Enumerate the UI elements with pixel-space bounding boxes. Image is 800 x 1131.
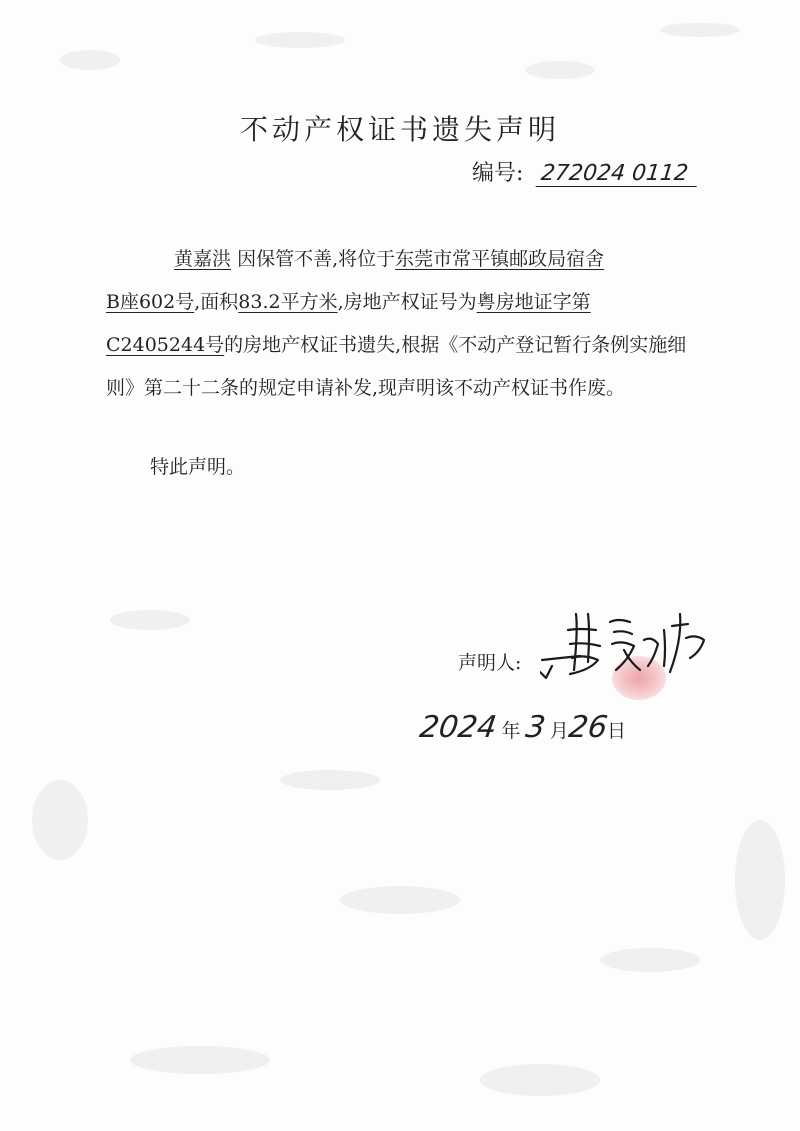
body-text-1: 因保管不善,将位于 [237, 248, 396, 270]
date-year-label: 年 [501, 720, 521, 742]
declaration-date [417, 710, 626, 745]
document-number-label: 编号: [472, 161, 524, 186]
certificate-number-b: C2405244号 [106, 334, 225, 356]
body-text-3: ,房地产权证号为 [337, 291, 477, 313]
date-month: 3 [523, 710, 548, 745]
declaration-paragraph [106, 238, 706, 410]
certificate-number-a: 粤房地证字第 [476, 291, 591, 313]
body-text-2: ,面积 [194, 291, 239, 313]
body-text-4: 的房地产权证书遗失,根据《不动产登记暂行条例实施细则》第二十二条的规定申请补发,现声明该不动产权证书作废。 [106, 334, 687, 399]
property-area: 83.2平方米 [238, 291, 338, 313]
closing-statement: 特此声明。 [150, 456, 246, 478]
declarant-name: 黄嘉洪 [174, 248, 232, 270]
property-address: 东莞市常平镇邮政局宿舍 [395, 248, 605, 270]
declarant-label: 声明人: [458, 652, 522, 674]
handwritten-signature [540, 600, 720, 690]
date-day: 26 [566, 710, 610, 745]
date-day-label: 日 [606, 720, 626, 742]
document-number [472, 156, 698, 187]
declaration-body [106, 238, 706, 410]
document-number-value: 272024 0112 [536, 161, 700, 187]
property-address-cont: B座602号 [106, 291, 195, 313]
date-year: 2024 [417, 710, 499, 745]
date-month-label: 月 [549, 720, 569, 742]
document-title: 不动产权证书遗失声明 [239, 113, 560, 146]
